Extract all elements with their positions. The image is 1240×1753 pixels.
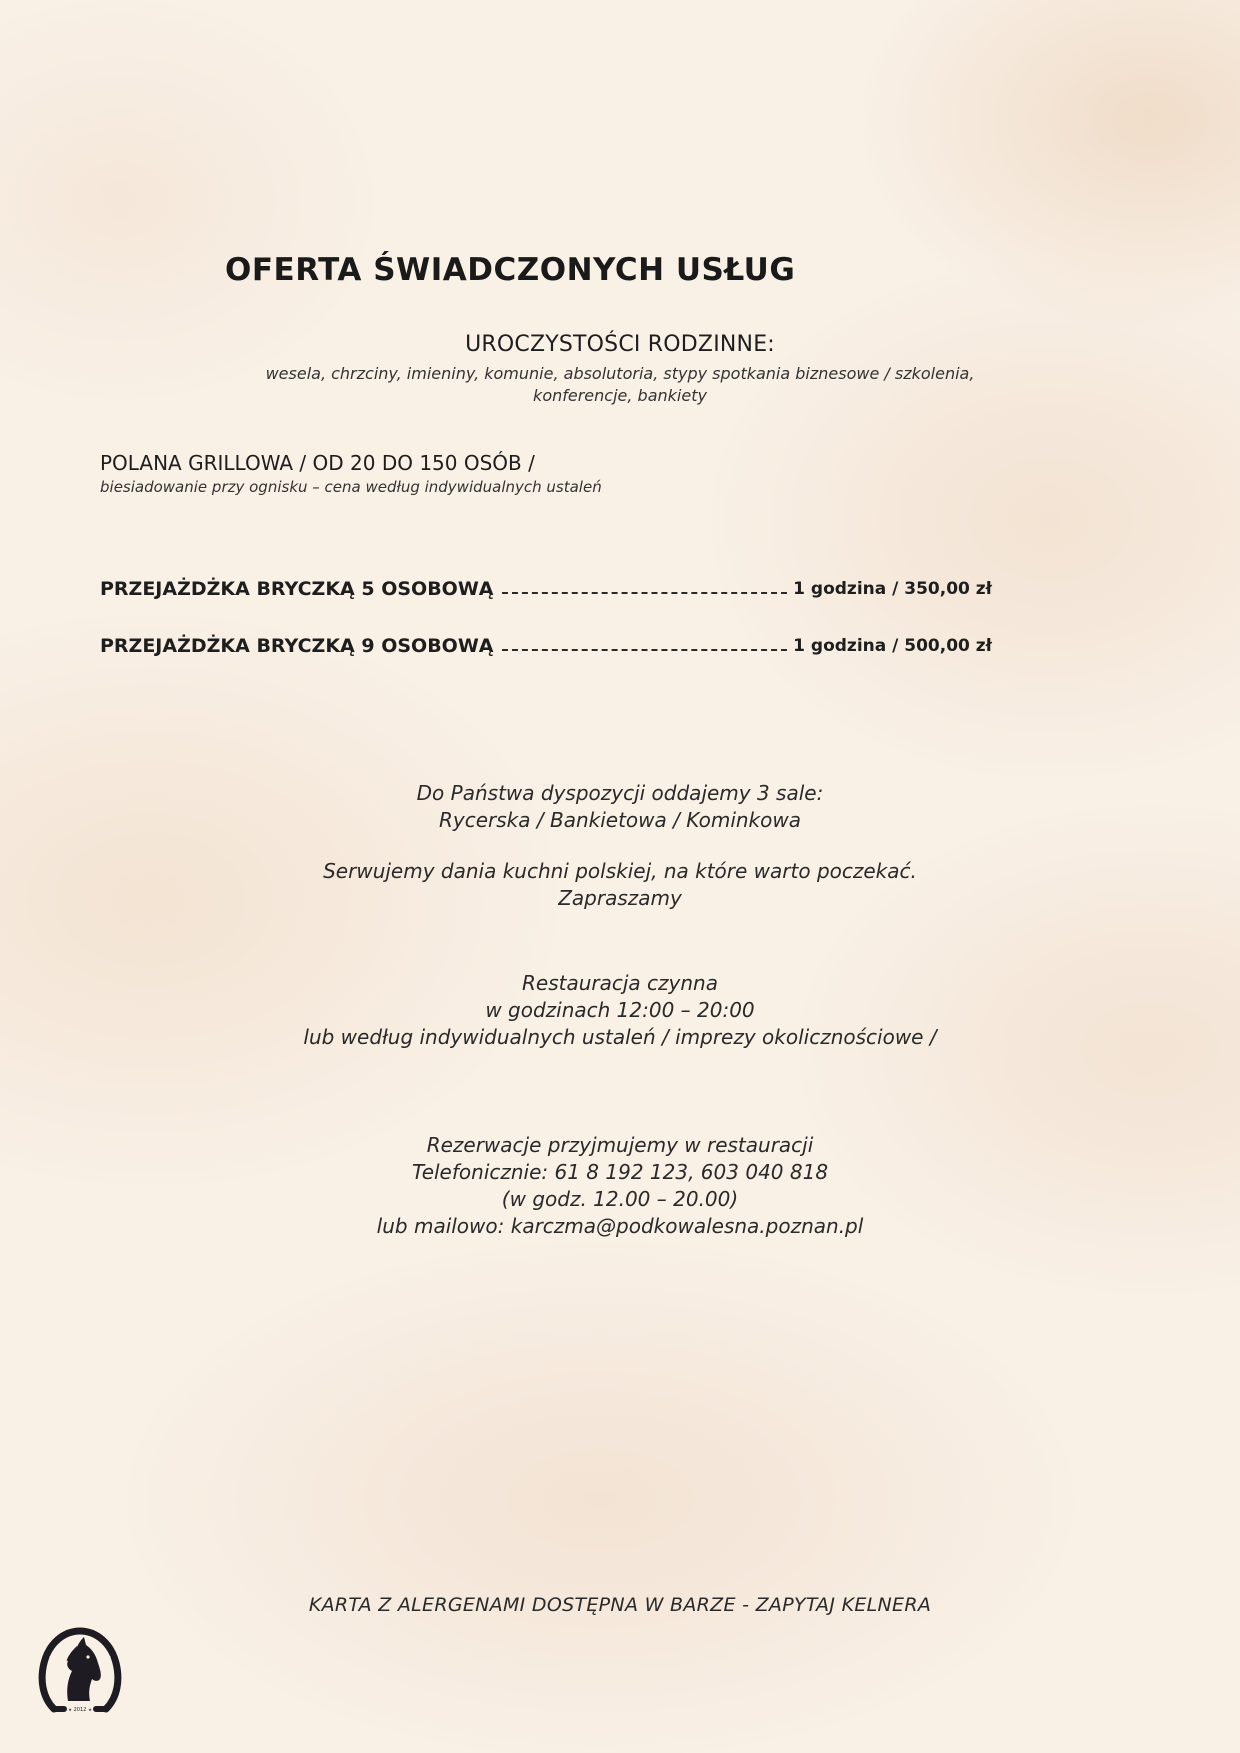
family-events-heading: UROCZYSTOŚCI RODZINNE: bbox=[465, 332, 775, 357]
cuisine-info-line2: Zapraszamy bbox=[558, 886, 682, 910]
price-leader-dots bbox=[502, 649, 788, 651]
opening-hours-line2: w godzinach 12:00 – 20:00 bbox=[485, 998, 755, 1022]
family-events-description-line1: wesela, chrzciny, imieniny, komunie, absolutoria, stypy spotkania biznesowe / szkolenia, bbox=[265, 364, 975, 383]
cuisine-info-line1: Serwujemy dania kuchni polskiej, na które warto poczekać. bbox=[323, 859, 917, 883]
opening-hours-line1: Restauracja czynna bbox=[522, 971, 718, 995]
price-row bbox=[100, 570, 992, 600]
reservations-phone: Telefonicznie: 61 8 192 123, 603 040 818 bbox=[411, 1160, 829, 1184]
grill-description: biesiadowanie przy ognisku – cena według indywidualnych ustaleń bbox=[100, 478, 602, 496]
opening-hours-info bbox=[0, 970, 1240, 1051]
price-item-value: 1 godzina / 500,00 zł bbox=[793, 636, 992, 656]
grill-heading: POLANA GRILLOWA / OD 20 DO 150 OSÓB / bbox=[100, 451, 535, 475]
opening-hours-line3: lub według indywidualnych ustaleń / imprezy okolicznościowe / bbox=[303, 1025, 937, 1049]
svg-text:★: ★ bbox=[68, 1707, 72, 1712]
page-title: OFERTA ŚWIADCZONYCH USŁUG bbox=[225, 252, 796, 288]
rooms-info-line2: Rycerska / Bankietowa / Kominkowa bbox=[439, 808, 801, 832]
price-leader-dots bbox=[502, 592, 788, 594]
price-item-value: 1 godzina / 350,00 zł bbox=[793, 579, 992, 599]
cuisine-info bbox=[0, 858, 1240, 912]
price-item-name: PRZEJAŻDŻKA BRYCZKĄ 5 OSOBOWĄ bbox=[100, 578, 494, 600]
price-row bbox=[100, 627, 992, 657]
horse-horseshoe-logo-icon bbox=[38, 1625, 123, 1717]
family-events-description bbox=[0, 363, 1240, 407]
svg-text:★: ★ bbox=[88, 1707, 92, 1712]
reservations-email: lub mailowo: karczma@podkowalesna.poznan.pl bbox=[376, 1214, 864, 1238]
family-events-description-line2: konferencje, bankiety bbox=[533, 386, 707, 405]
price-item-name: PRZEJAŻDŻKA BRYCZKĄ 9 OSOBOWĄ bbox=[100, 635, 494, 657]
logo-year: 2012 bbox=[73, 1707, 87, 1713]
rooms-info bbox=[0, 780, 1240, 834]
allergen-note: KARTA Z ALERGENAMI DOSTĘPNA W BARZE - ZAPYTAJ KELNERA bbox=[308, 1594, 932, 1616]
reservations-info bbox=[0, 1132, 1240, 1240]
reservations-line1: Rezerwacje przyjmujemy w restauracji bbox=[426, 1133, 814, 1157]
rooms-info-line1: Do Państwa dyspozycji oddajemy 3 sale: bbox=[416, 781, 824, 805]
reservations-hours: (w godz. 12.00 – 20.00) bbox=[501, 1187, 739, 1211]
